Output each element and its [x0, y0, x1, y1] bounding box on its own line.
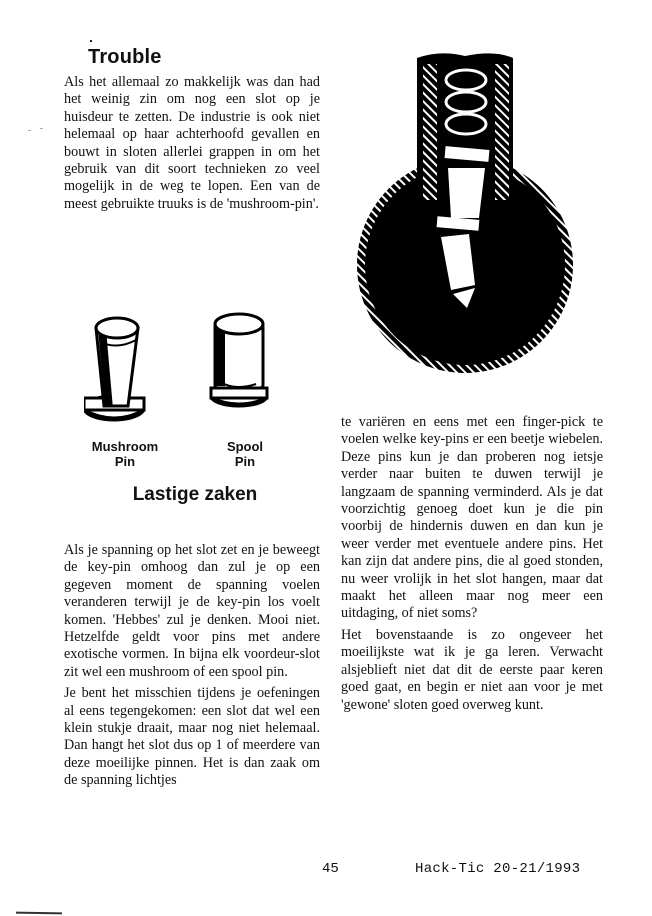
mushroom-pin-label	[82, 439, 168, 469]
label-line: Mushroom	[91, 439, 159, 454]
article-column-right	[341, 414, 603, 714]
spool-pin-label	[210, 439, 280, 469]
paragraph: te variëren en eens met een finger-pick te voelen welke key-pins er een beetje wiebelen. Deze pins kun je dan proberen nog ietsje verder naar buiten te duwen terwijl je langzaam de spanning verminderd. Als je dat voorzichtig genoeg doet kun je die pin voorbij de hindernis duwen en dan kun je weer verder met eventuele andere pins. Het kan zijn dat andere pins, die al goed stonden, nu weer vrolijk in het slot hangen, maar dat maakt het alleen maar nog meer een uitdaging, of niet soms?	[341, 414, 603, 622]
article-column-left-top	[64, 74, 320, 213]
lock-cross-section-illustration	[345, 50, 595, 390]
scan-speck	[28, 130, 31, 131]
label-line: Spool	[226, 439, 264, 454]
heading-trouble: Trouble	[88, 46, 162, 68]
paragraph: Als het allemaal zo makkelijk was dan had het weinig zin om nog een slot op je huisdeur te zetten. De industrie is ook niet helemaal op haar achterhoofd gevallen en bouwt in sloten allerlei grappen in om het gebruik van dit soort technieken zo veel mogelijk in de weg te lopen. Een van de meest gebruikte truuks is de 'mushroom-pin'.	[64, 74, 320, 212]
pin-illustrations	[84, 306, 294, 426]
label-line: Pin	[114, 454, 136, 469]
scan-speck	[90, 40, 92, 42]
mushroom-pin-drawing	[84, 318, 144, 420]
paragraph: Als je spanning op het slot zet en je beweegt de key-pin omhoog dan zul je op een gegeven moment de spanning voelen veranderen terwijl je de key-pin los voelt komen. 'Hebbes' zul je denken. Mooi niet. Hetzelfde geldt voor pins met andere exotische vormen. In bijna elk voordeur-slot zit wel een mushroom of een spool pin.	[64, 542, 320, 680]
heading-lastige-zaken: Lastige zaken	[132, 484, 258, 505]
article-column-left-bottom	[64, 542, 320, 790]
spool-pin-drawing	[211, 314, 267, 406]
paragraph: Het bovenstaande is zo ongeveer het moeilijkste wat ik je ga leren. Verwacht alsjeblieft niet dat dit de eerste paar keren goed gaat, en begin er niet aan voor je met 'gewone' sloten goed overweg kunt.	[341, 626, 603, 713]
label-line: Pin	[234, 454, 256, 469]
page-number: 45	[322, 861, 339, 877]
publication-issue: Hack-Tic 20-21/1993	[415, 861, 581, 877]
paragraph: Je bent het misschien tijdens je oefeningen al eens tegengekomen: een slot dat wel een klein stukje draait, maar nog niet helemaal. Dan hangt het slot dus op 1 of meerdere van deze moeilijke pinnen. Het is dan zaak om de spanning lichtjes	[64, 685, 320, 789]
scan-speck	[40, 128, 43, 129]
scan-edge-mark	[16, 912, 62, 915]
